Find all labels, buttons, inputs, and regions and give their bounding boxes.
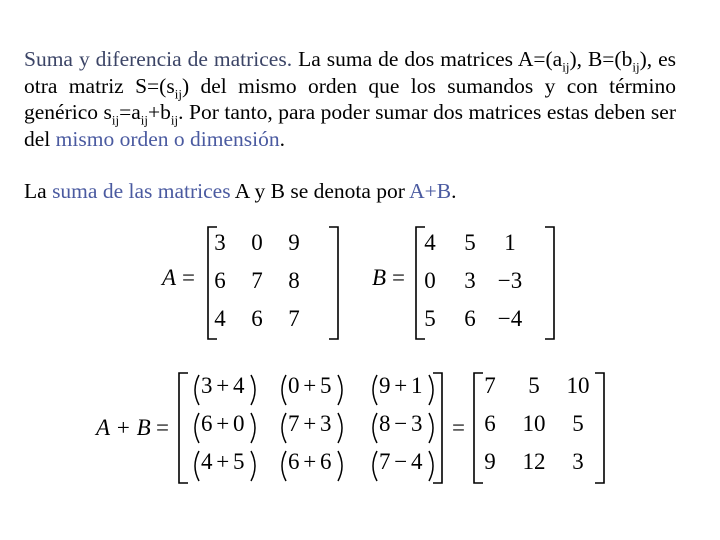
left-paren xyxy=(369,374,378,406)
left-paren xyxy=(191,412,200,444)
text-run: . xyxy=(451,179,457,203)
definition-paragraph xyxy=(24,46,676,152)
equals-sign: = xyxy=(156,415,169,440)
matrix-label-B: B xyxy=(372,265,387,290)
right-paren xyxy=(250,374,259,406)
matrix-cell: 5 xyxy=(424,306,436,331)
sum-expression: 6 + 0 xyxy=(201,411,244,436)
matrix-cell: 3 xyxy=(214,230,226,255)
subscript: ij xyxy=(632,59,640,75)
right-paren xyxy=(337,450,346,482)
matrix-cell: 9 xyxy=(288,230,300,255)
matrix-cell: 1 xyxy=(504,230,516,255)
matrix-cell: 6 xyxy=(251,306,263,331)
right-paren xyxy=(337,412,346,444)
notation-paragraph xyxy=(24,178,457,204)
left-paren xyxy=(278,412,287,444)
right-bracket xyxy=(328,226,340,340)
text-run: A y B se denota por xyxy=(230,179,410,203)
text-run: . Por tanto, para poder sumar dos matrices estas deben ser del xyxy=(24,100,676,151)
text-run: ), es otra matriz S=(s xyxy=(24,47,677,98)
result-cell: 3 xyxy=(572,449,584,474)
matrix-cell: 3 xyxy=(464,268,476,293)
right-paren xyxy=(250,450,259,482)
left-paren xyxy=(369,450,378,482)
matrix-cell: −4 xyxy=(497,306,523,331)
subscript: ij xyxy=(562,59,570,75)
text-run: ), B=(b xyxy=(569,47,633,71)
highlight-text: suma de las matrices xyxy=(52,179,231,203)
right-paren xyxy=(428,412,437,444)
right-paren xyxy=(428,450,437,482)
equals-sign: = xyxy=(182,265,195,290)
matrix-cell: 4 xyxy=(424,230,436,255)
subscript: ij xyxy=(140,112,149,128)
right-paren xyxy=(428,374,437,406)
matrix-cell: 5 xyxy=(464,230,476,255)
matrix-label-A: A xyxy=(162,265,177,290)
result-cell: 10 xyxy=(522,411,546,436)
sum-expression: 6 + 6 xyxy=(288,449,331,474)
section-title: Suma y diferencia de matrices. xyxy=(24,47,293,71)
left-paren xyxy=(278,450,287,482)
equals-sign: = xyxy=(452,415,465,440)
sum-expression: 9 + 1 xyxy=(379,373,422,398)
result-cell: 9 xyxy=(484,449,496,474)
left-bracket xyxy=(177,372,189,484)
equals-sign: = xyxy=(392,265,405,290)
subscript: ij xyxy=(170,112,179,128)
matrix-cell: −3 xyxy=(497,268,523,293)
matrix-cell: 4 xyxy=(214,306,226,331)
matrix-cell: 7 xyxy=(288,306,300,331)
matrix-cell: 6 xyxy=(214,268,226,293)
text-run: ) del mismo orden que los sumandos y con término genérico s xyxy=(24,73,677,124)
left-paren xyxy=(369,412,378,444)
result-cell: 10 xyxy=(566,373,590,398)
result-cell: 5 xyxy=(572,411,584,436)
left-paren xyxy=(191,374,200,406)
highlight-text: A+B xyxy=(409,179,452,203)
sum-expression: 7 − 4 xyxy=(379,449,422,474)
right-paren xyxy=(337,374,346,406)
sum-expression: 4 + 5 xyxy=(201,449,244,474)
sum-expression: 7 + 3 xyxy=(288,411,331,436)
result-cell: 6 xyxy=(484,411,496,436)
result-cell: 12 xyxy=(522,449,546,474)
left-paren xyxy=(191,450,200,482)
subscript: ij xyxy=(174,85,182,101)
right-paren xyxy=(250,412,259,444)
sum-expression: 0 + 5 xyxy=(288,373,331,398)
text-run: +b xyxy=(148,100,171,124)
matrix-cell: 0 xyxy=(424,268,436,293)
matrix-cell: 0 xyxy=(251,230,263,255)
sum-label: A + B xyxy=(96,415,151,440)
matrix-cell: 7 xyxy=(251,268,263,293)
matrix-cell: 6 xyxy=(464,306,476,331)
text-run: La xyxy=(24,179,53,203)
result-cell: 7 xyxy=(484,373,496,398)
highlight-text: mismo orden o dimensión xyxy=(55,126,280,151)
right-bracket xyxy=(544,226,556,340)
result-cell: 5 xyxy=(528,373,540,398)
subscript: ij xyxy=(111,112,120,128)
text-run: . xyxy=(279,126,285,151)
text-run: =a xyxy=(119,100,141,124)
matrix-cell: 8 xyxy=(288,268,300,293)
sum-expression: 3 + 4 xyxy=(201,373,244,398)
sum-expression: 8 − 3 xyxy=(379,411,422,436)
left-paren xyxy=(278,374,287,406)
text-run: La suma de dos matrices A=(a xyxy=(292,47,563,71)
